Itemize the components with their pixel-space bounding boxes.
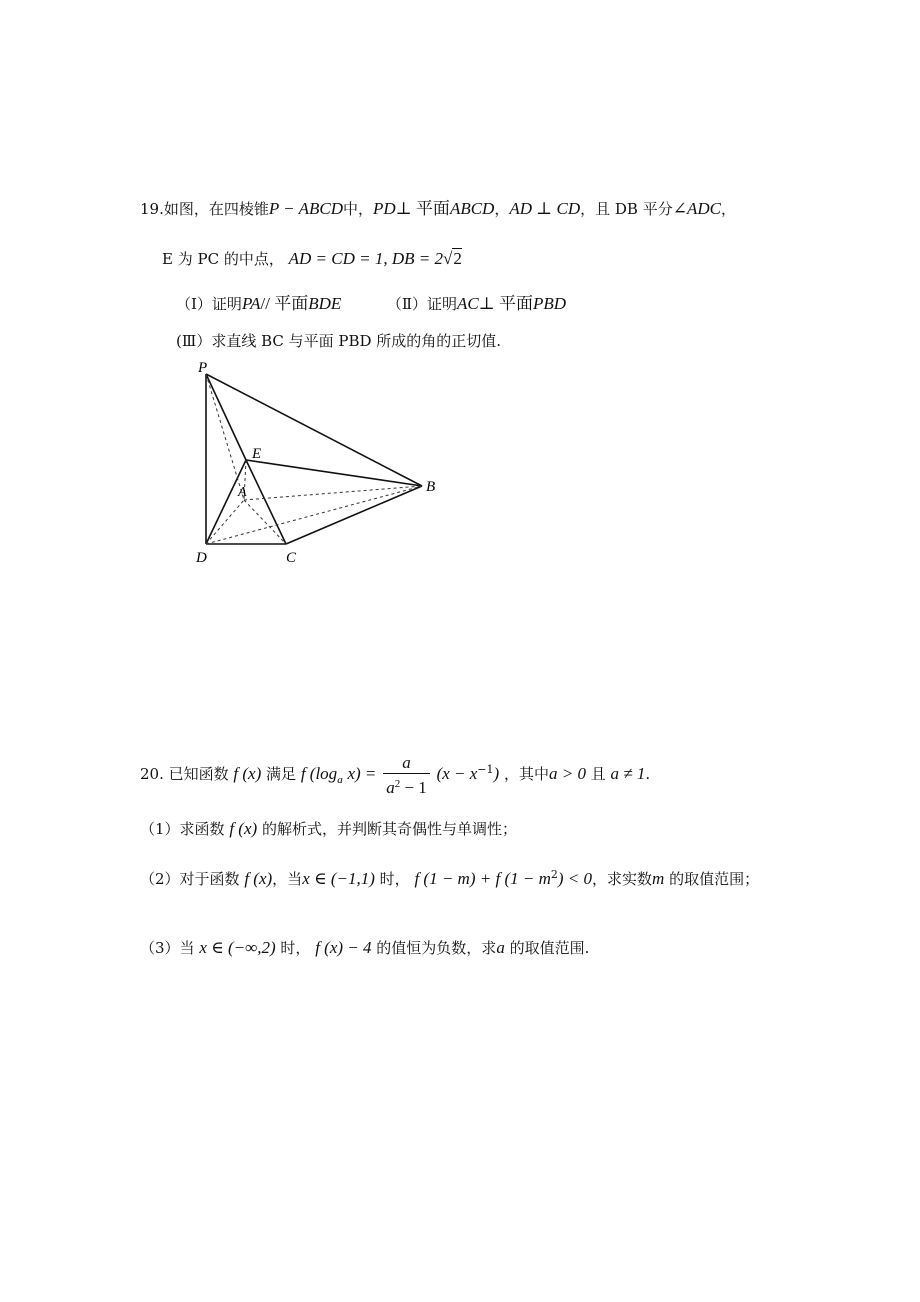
q19-part1-c: BDE: [308, 294, 342, 313]
q19-part3-line: [176, 331, 501, 351]
q19-intro-b: 中，: [343, 200, 374, 218]
edge-DE: [206, 460, 246, 544]
q19-cond2: AD ⊥ CD: [509, 199, 581, 218]
q19-part1-a: PA: [241, 294, 261, 313]
q20-den-a: a: [386, 777, 395, 797]
label-B: B: [426, 479, 436, 495]
q20-part2-b: ，当: [272, 870, 303, 888]
q20-part2-label: （2）对于函数: [140, 870, 240, 888]
q20-intro: 20. 已知函数: [140, 765, 229, 783]
label-D: D: [196, 550, 207, 566]
q20-fraction-numerator: a: [383, 753, 430, 774]
q19-part2-a: AC: [457, 294, 479, 313]
edge-PB: [206, 374, 422, 486]
q19-pyramid-name: P − ABCD: [268, 199, 343, 218]
q19-cond1-b: ⊥ 平面: [395, 199, 450, 218]
q20-part1-text: 的解析式，并判断其奇偶性与单调性；: [261, 820, 517, 838]
q20-flog-b: x) =: [347, 764, 377, 783]
q20-cond-a: a > 0: [548, 764, 586, 783]
q20-part2-domain: x ∈ (−1,1): [302, 869, 375, 888]
q20-period: .: [645, 765, 651, 783]
q19-cond1-c: ABCD: [449, 199, 495, 218]
q19-angle: ∠ADC: [672, 199, 721, 218]
q20-part2-inequality-b: ) < 0: [557, 869, 592, 888]
q20-statement: [140, 748, 651, 797]
q20-den-b: − 1: [400, 777, 427, 797]
q20-flog-base: a: [337, 774, 343, 786]
q20-intro-c: ，其中: [503, 765, 549, 783]
q19-comma: ，: [494, 200, 510, 218]
sqrt-symbol: √: [442, 249, 453, 268]
q20-fraction-denominator: [383, 774, 430, 798]
q19-parts-line: [176, 294, 566, 314]
q20-part3-expr: f (x) − 4: [315, 938, 372, 957]
q20-part2-m: m: [652, 869, 665, 888]
q20-part3-d: 的取值范围.: [509, 939, 590, 957]
pyramid-figure: [190, 360, 450, 570]
q19-part2-c: PBD: [533, 294, 567, 313]
edge-AC: [244, 500, 286, 544]
q20-fraction: [383, 753, 430, 798]
label-C: C: [286, 550, 297, 566]
label-E: E: [252, 446, 262, 462]
q20-den-exp: 2: [394, 777, 401, 790]
q20-fx: f (x): [233, 764, 262, 783]
label-P: P: [198, 360, 208, 376]
q19-part2-label: （Ⅱ）证明: [386, 295, 458, 313]
q19-part2-b: ⊥ 平面: [478, 294, 534, 313]
q20-part1-label: （1）求函数: [140, 820, 225, 838]
q20-part2: [140, 865, 759, 889]
q19-part1-b: // 平面: [260, 294, 309, 313]
q20-intro-b: 满足: [266, 765, 297, 783]
q20-intro-d: 且: [590, 765, 606, 783]
q19-part3-text: (Ⅲ）求直线 BC 与平面 PBD 所成的角的正切值.: [176, 332, 502, 350]
edge-EC: [246, 460, 286, 544]
q20-part2-inequality: f (1 − m) + f (1 − m: [414, 869, 551, 888]
q19-cond1-a: PD: [373, 199, 396, 218]
q19-line2-equation: AD = CD = 1, DB = 2: [288, 249, 443, 268]
q20-paren-close: ): [493, 764, 500, 783]
q19-part1-label: （Ⅰ）证明: [176, 295, 242, 313]
label-A: A: [238, 485, 247, 500]
q19-line2-text: E 为 PC 的中点，: [162, 250, 284, 268]
edge-PA: [206, 374, 244, 500]
edge-DA: [206, 500, 244, 544]
q19-statement-line1: [140, 199, 736, 219]
q19-statement-line2: [162, 249, 462, 269]
q20-paren: (x − x: [436, 764, 478, 783]
q20-part3-a: a: [496, 938, 505, 957]
edge-PE: [206, 374, 246, 460]
q20-flog: f (log: [300, 764, 338, 783]
q20-part2-fx: f (x): [244, 869, 273, 888]
q19-comma-end: ，: [720, 200, 736, 218]
q20-part3-c: 的值恒为负数，求: [376, 939, 497, 957]
q20-paren-exp: −1: [477, 763, 494, 776]
q20-part1-fx: f (x): [229, 819, 258, 838]
q20-part3: [140, 938, 589, 958]
q20-part3-domain: x ∈ (−∞,2): [199, 938, 276, 957]
q19-sqrt-value: 2: [453, 249, 462, 268]
q20-part2-c: 时，: [379, 870, 410, 888]
q20-part2-e: 的取值范围；: [669, 870, 760, 888]
q19-intro-c: ，且 DB 平分: [580, 200, 673, 218]
q20-part2-exp: 2: [550, 868, 558, 881]
q20-cond-b: a ≠ 1: [610, 764, 646, 783]
q20-part3-b: 时，: [280, 939, 311, 957]
q19-intro: 19.如图，在四棱锥: [140, 200, 269, 218]
q20-part1: [140, 819, 517, 839]
q20-part3-label: （3）当: [140, 939, 195, 957]
q20-part2-d: ，求实数: [592, 870, 653, 888]
